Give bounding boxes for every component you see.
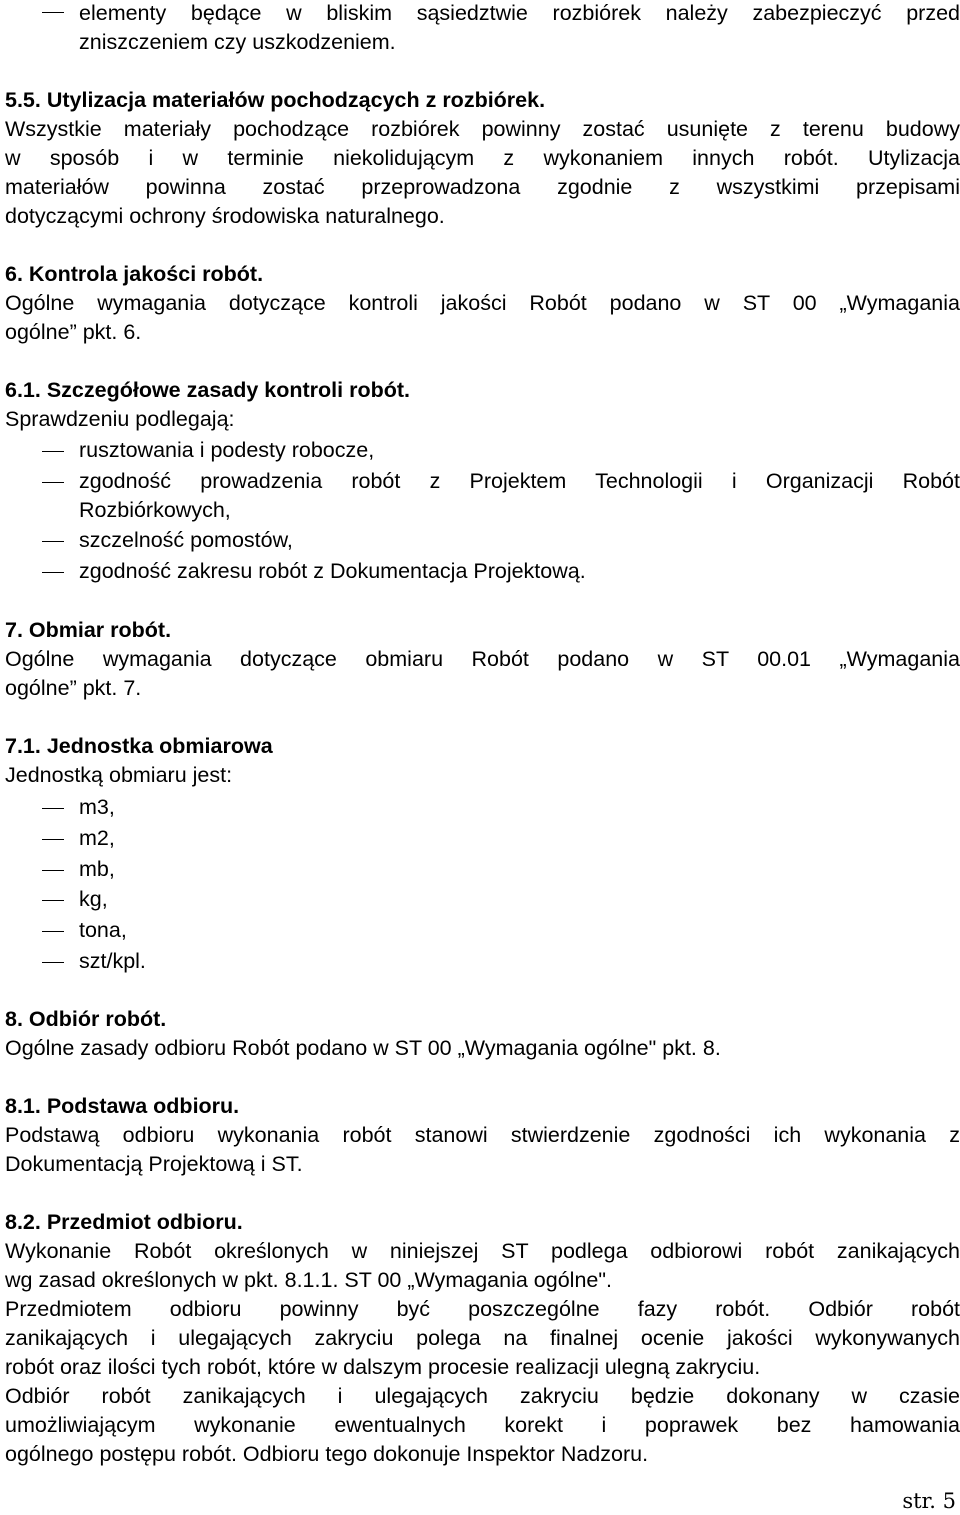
paragraph-line: umożliwiającym wykonanie ewentualnych korekt i poprawek bez hamowania	[5, 1413, 960, 1437]
list-item: kg,	[79, 887, 108, 911]
paragraph-line: ogólne” pkt. 6.	[5, 320, 142, 344]
paragraph-line: materiałów powinna zostać przeprowadzona zgodnie z wszystkimi przepisami	[5, 175, 960, 199]
list-item: rusztowania i podesty robocze,	[79, 438, 375, 462]
paragraph-line: Jednostką obmiaru jest:	[5, 763, 233, 787]
dash-bullet	[42, 870, 64, 871]
list-item: mb,	[79, 857, 115, 881]
section-heading: 7.1. Jednostka obmiarowa	[5, 734, 273, 758]
paragraph-line: Podstawą odbioru wykonania robót stanowi stwierdzenie zgodności ich wykonania z	[5, 1123, 960, 1147]
list-item-continuation: Rozbiórkowych,	[79, 498, 231, 522]
paragraph-line: Przedmiotem odbioru powinny być poszczególne fazy robót. Odbiór robót	[5, 1297, 960, 1321]
paragraph-line: Wszystkie materiały pochodzące rozbiórek powinny zostać usunięte z terenu budowy	[5, 117, 960, 141]
list-item-continuation: zniszczeniem czy uszkodzeniem.	[79, 30, 396, 54]
list-item: m3,	[79, 795, 115, 819]
dash-bullet	[42, 451, 64, 452]
page-number: str. 5	[902, 1489, 956, 1513]
list-item: zgodność zakresu robót z Dokumentacja Projektową.	[79, 559, 586, 583]
list-item: elementy będące w bliskim sąsiedztwie rozbiórek należy zabezpieczyć przed	[79, 1, 960, 25]
dash-bullet	[42, 12, 64, 13]
paragraph-line: Ogólne wymagania dotyczące kontroli jakości Robót podano w ST 00 „Wymagania	[5, 291, 960, 315]
section-heading: 7. Obmiar robót.	[5, 618, 172, 642]
paragraph-line: dotyczącymi ochrony środowiska naturalnego.	[5, 204, 445, 228]
paragraph-line: zanikających i ulegających zakryciu polega na finalnej ocenie jakości wykonywanych	[5, 1326, 960, 1350]
dash-bullet	[42, 900, 64, 901]
list-item: szt/kpl.	[79, 949, 146, 973]
list-item: tona,	[79, 918, 127, 942]
dash-bullet	[42, 541, 64, 542]
section-heading: 8. Odbiór robót.	[5, 1007, 167, 1031]
paragraph-line: robót oraz ilości tych robót, które w dalszym procesie realizacji ulegną zakryciu.	[5, 1355, 761, 1379]
paragraph-line: w sposób i w terminie niekolidującym z wykonaniem innych robót. Utylizacja	[5, 146, 960, 170]
dash-bullet	[42, 808, 64, 809]
paragraph-line: Sprawdzeniu podlegają:	[5, 407, 235, 431]
dash-bullet	[42, 962, 64, 963]
dash-bullet	[42, 931, 64, 932]
section-heading: 6.1. Szczegółowe zasady kontroli robót.	[5, 378, 411, 402]
section-heading: 8.1. Podstawa odbioru.	[5, 1094, 240, 1118]
paragraph-line: Dokumentacją Projektową i ST.	[5, 1152, 303, 1176]
section-heading: 5.5. Utylizacja materiałów pochodzących z rozbiórek.	[5, 88, 546, 112]
section-heading: 6. Kontrola jakości robót.	[5, 262, 264, 286]
list-item: zgodność prowadzenia robót z Projektem Technologii i Organizacji Robót	[79, 469, 960, 493]
paragraph-line: ogólnego postępu robót. Odbioru tego dokonuje Inspektor Nadzoru.	[5, 1442, 649, 1466]
list-item: m2,	[79, 826, 115, 850]
dash-bullet	[42, 839, 64, 840]
paragraph-line: Wykonanie Robót określonych w niniejszej ST podlega odbiorowi robót zanikających	[5, 1239, 960, 1263]
paragraph-line: Ogólne zasady odbioru Robót podano w ST 00 „Wymagania ogólne" pkt. 8.	[5, 1036, 721, 1060]
list-item: szczelność pomostów,	[79, 528, 293, 552]
paragraph-line: Ogólne wymagania dotyczące obmiaru Robót podano w ST 00.01 „Wymagania	[5, 647, 960, 671]
paragraph-line: wg zasad określonych w pkt. 8.1.1. ST 00 „Wymagania ogólne".	[5, 1268, 612, 1292]
paragraph-line: ogólne” pkt. 7.	[5, 676, 142, 700]
dash-bullet	[42, 482, 64, 483]
dash-bullet	[42, 572, 64, 573]
section-heading: 8.2. Przedmiot odbioru.	[5, 1210, 243, 1234]
paragraph-line: Odbiór robót zanikających i ulegających zakryciu będzie dokonany w czasie	[5, 1384, 960, 1408]
